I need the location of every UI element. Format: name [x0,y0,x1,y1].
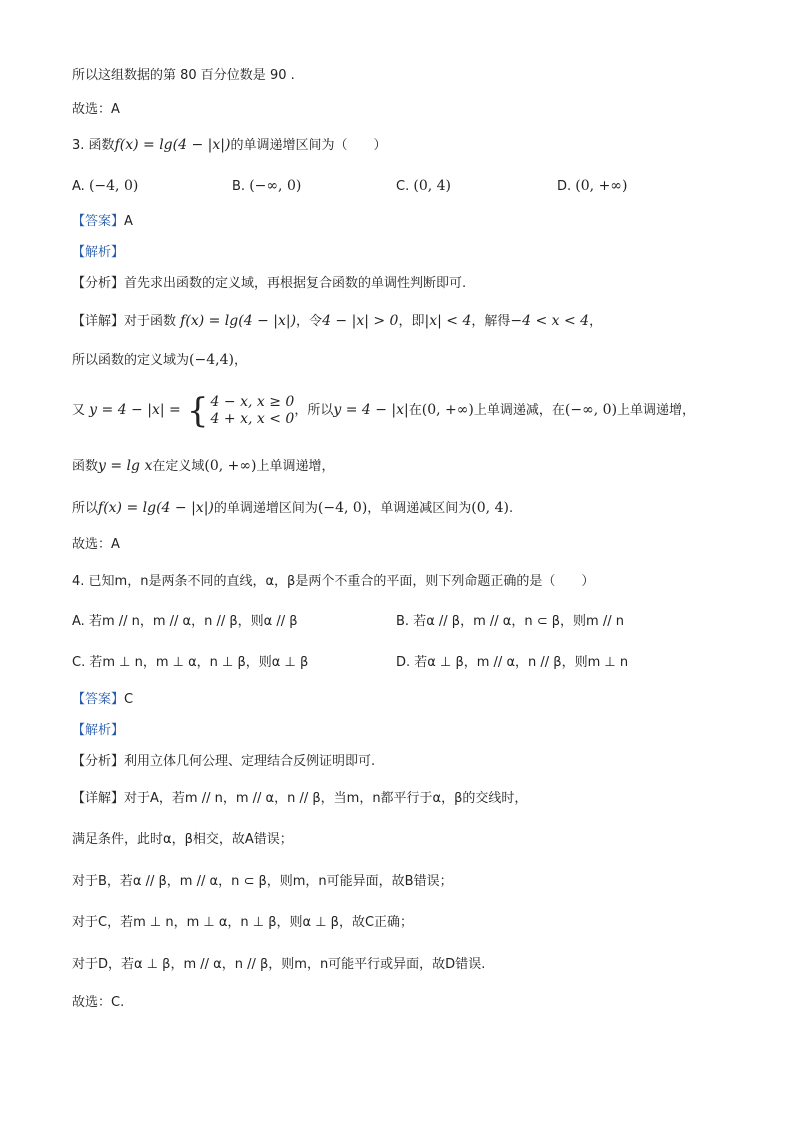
text-fragment: 在定义域 [152,459,205,474]
option-label: A. [72,614,85,629]
math-expression: −4 < x < 4 [510,313,590,329]
text-fragment: . [508,501,514,516]
detail-line [72,392,695,429]
summary-text: 利用立体几何公理、定理结合反例证明即可. [124,754,376,769]
case-1: 4 − x, x ≥ 0 [210,393,295,410]
math-expression: |x| < 4 [424,313,472,329]
detail-line [72,456,335,477]
option-label: D. [557,179,572,194]
question-number: 3. [72,138,85,153]
math-expression: 4 − |x| > 0 [322,313,399,329]
option-value: 若α // β，m // α，n ⊂ β，则m // n [413,614,624,629]
text-fragment: 又 [72,403,86,418]
option-value: (−4, 0) [88,178,139,194]
text-line: 所以这组数据的第 80 百分位数是 90 . [72,68,295,83]
analysis-heading [72,721,124,741]
option-d [557,176,627,197]
math-expression: y = 4 − |x| [333,402,409,418]
math-expression: (−4,4) [189,352,234,368]
analysis-summary [72,274,466,294]
detail-tag: 【详解】 [72,314,125,329]
question-3-stem [72,135,386,156]
detail-line: 对于D，若α ⊥ β，m // α，n // β，则m，n可能平行或异面，故D错误. [72,957,486,972]
detail-line: 满足条件，此时α，β相交，故A错误； [72,832,293,847]
summary-tag: 【分析】 [72,754,125,769]
summary-text: 首先求出函数的定义域，再根据复合函数的单调性判断即可. [124,276,467,291]
detail-text: 对于A，若m // n，m // α，n // β，当m，n都平行于α，β的交线时， [124,791,528,806]
question-text: 已知m，n是两条不同的直线，α，β是两个不重合的平面，则下列命题正确的是（ ） [88,574,595,589]
option-value: (0, +∞) [575,178,628,194]
summary-tag: 【分析】 [72,276,125,291]
option-label: C. [396,179,410,194]
brace-glyph: { [186,390,209,431]
option-d [396,653,628,673]
question-4-stem [72,572,594,592]
answer-line [72,212,133,232]
answer-tag: 【答案】 [72,214,125,229]
answer-value: A [124,214,133,229]
text-fragment: 上单调递增， [617,403,696,418]
math-expression: (0, +∞) [204,458,257,474]
option-b [396,612,624,632]
math-expression: f(x) = lg(4 − |x|) [114,137,231,153]
answer-line [72,690,133,710]
text-fragment: 函数 [72,459,99,474]
option-b [232,176,301,197]
text-fragment: 的单调递增区间为 [213,501,318,516]
math-expression: y = lg x [98,458,153,474]
option-a [72,612,298,632]
text-fragment: ，单调递减区间为 [367,501,472,516]
text-fragment: 上单调递减，在 [473,403,565,418]
detail-line: 对于B，若α // β，m // α，n ⊂ β，则m，n可能异面，故B错误； [72,874,453,889]
option-c [396,176,451,197]
option-value: 若α ⊥ β，m // α，n // β，则m ⊥ n [414,655,629,670]
option-label: C. [72,655,86,670]
option-label: B. [396,614,410,629]
option-value: 若m ⊥ n，m ⊥ α，n ⊥ β，则α ⊥ β [89,655,309,670]
math-expression: f(x) = lg(4 − |x|) [98,500,214,516]
option-label: B. [232,179,246,194]
text-line: 故选：C. [72,995,125,1010]
analysis-summary [72,752,375,772]
text-fragment: 所以函数的定义域为 [72,353,190,368]
analysis-heading [72,243,124,263]
option-a [72,176,138,197]
detail-tag: 【详解】 [72,791,125,806]
math-expression: (0, +∞) [421,402,474,418]
math-expression: f(x) = lg(4 − |x|) [180,313,297,329]
analysis-tag: 【解析】 [72,245,125,260]
text-fragment: 所以 [72,501,99,516]
text-fragment: 的单调递增区间为（ ） [230,138,387,153]
option-label: A. [72,179,85,194]
text-fragment: ， [589,314,603,329]
detail-line [72,789,527,809]
detail-line [72,311,602,332]
text-line: 故选：A [72,537,120,552]
question-number: 4. [72,574,85,589]
math-expression: (0, 4) [471,500,509,516]
detail-line [72,350,247,371]
option-label: D. [396,655,411,670]
math-expression: (−∞, 0) [564,402,618,418]
option-value: 若m // n，m // α，n // β，则α // β [88,614,298,629]
text-fragment: ，所以 [294,403,334,418]
piecewise-function [185,390,295,431]
option-value: (−∞, 0) [249,178,302,194]
case-2: 4 + x, x < 0 [210,410,295,427]
math-expression: y = 4 − |x| = [89,402,181,418]
text-fragment: 上单调递增， [256,459,335,474]
text-fragment: 对于函数 [124,314,177,329]
text-fragment: ， [233,353,247,368]
text-line: 故选：A [72,102,120,117]
answer-tag: 【答案】 [72,692,125,707]
detail-line: 对于C，若m ⊥ n，m ⊥ α，n ⊥ β，则α ⊥ β，故C正确； [72,915,414,930]
detail-line [72,498,513,519]
option-value: (0, 4) [413,178,451,194]
analysis-tag: 【解析】 [72,723,125,738]
text-fragment: ，解得 [471,314,511,329]
text-fragment: ，即 [398,314,425,329]
answer-value: C [124,692,134,707]
text-fragment: 函数 [88,138,115,153]
piecewise-cases [211,394,295,428]
option-c [72,653,308,673]
text-fragment: ，令 [296,314,323,329]
text-fragment: 在 [408,403,422,418]
math-expression: (−4, 0) [317,500,368,516]
